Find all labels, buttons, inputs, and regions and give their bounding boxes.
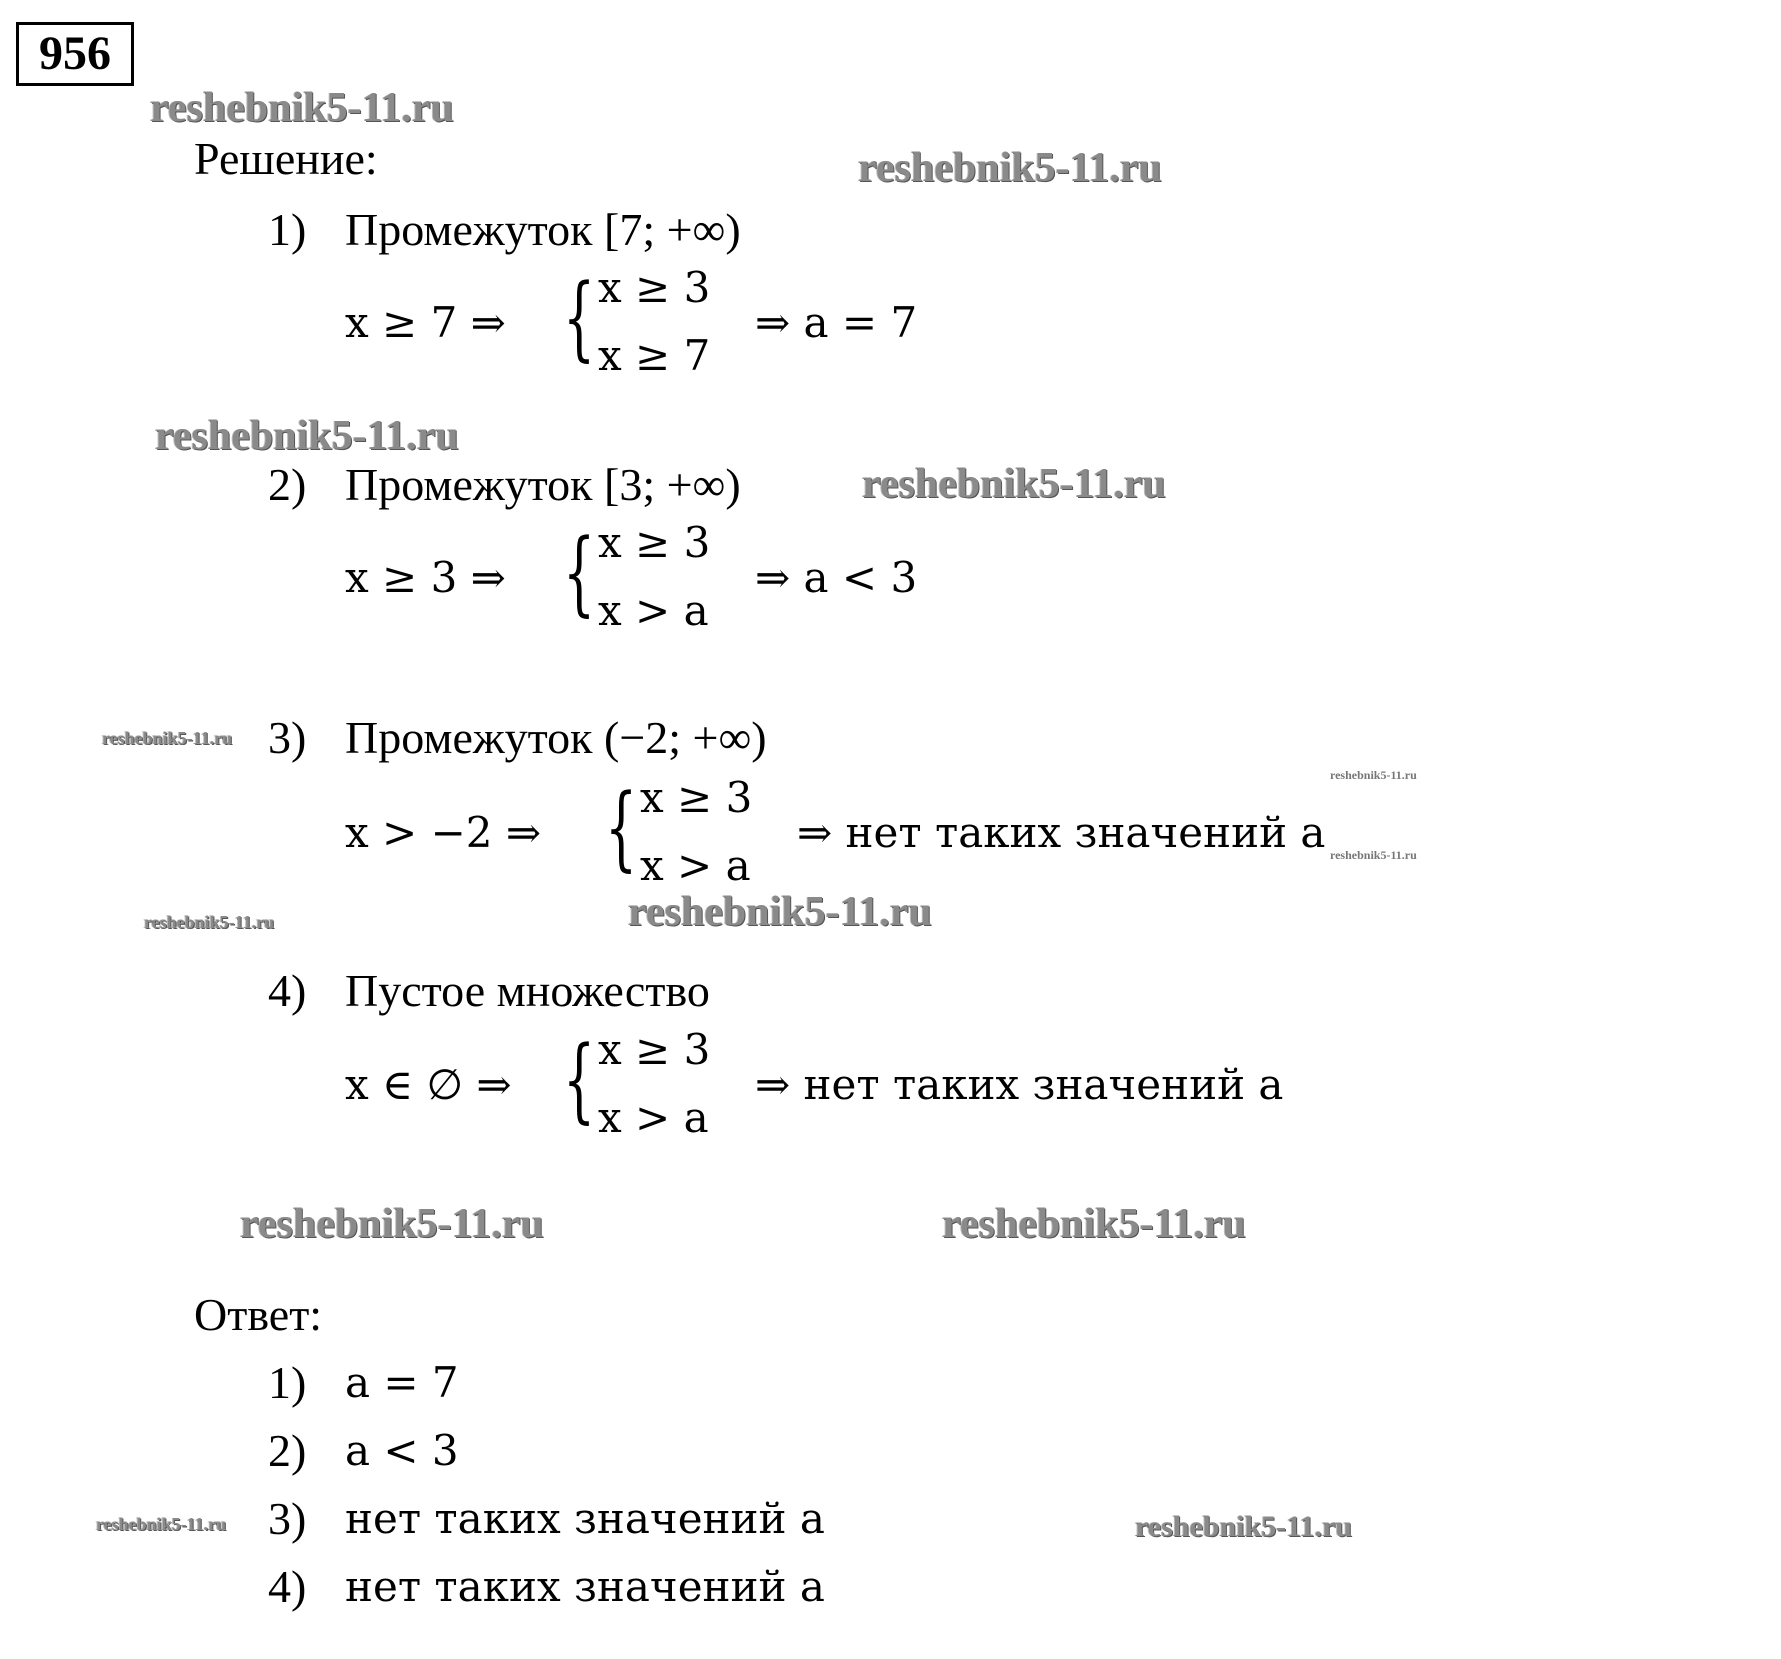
step-lhs: x ≥ 7 ⇒: [345, 298, 506, 347]
answer-item: нет таких значений a: [345, 1494, 825, 1543]
answer-item: нет таких значений a: [345, 1562, 825, 1611]
system-brace: {: [563, 519, 596, 626]
system-line-1: x ≥ 3: [640, 773, 753, 822]
system-brace: {: [563, 264, 596, 371]
watermark: reshebnik5-11.ru: [628, 889, 932, 935]
system-brace: {: [563, 1026, 596, 1133]
watermark: reshebnik5-11.ru: [1135, 1510, 1352, 1543]
system-line-2: x > a: [598, 586, 709, 635]
watermark: reshebnik5-11.ru: [155, 413, 459, 459]
watermark: reshebnik5-11.ru: [1330, 848, 1417, 862]
watermark: reshebnik5-11.ru: [858, 145, 1162, 191]
solution-heading: Решение:: [194, 133, 378, 184]
system-line-2: x > a: [640, 841, 751, 890]
step-number: 2): [268, 459, 307, 510]
system-line-2: x ≥ 7: [598, 331, 711, 380]
step-title: Промежуток (−2; +∞): [345, 712, 767, 763]
step-rhs: ⇒ a < 3: [755, 553, 918, 602]
step-title: Промежуток [7; +∞): [345, 204, 741, 255]
watermark: reshebnik5-11.ru: [1330, 768, 1417, 782]
step-number: 1): [268, 204, 307, 255]
watermark: reshebnik5-11.ru: [96, 1514, 227, 1534]
watermark: reshebnik5-11.ru: [144, 912, 275, 932]
step-title: Промежуток [3; +∞): [345, 459, 741, 510]
system-line-1: x ≥ 3: [598, 518, 711, 567]
step-number: 4): [268, 965, 307, 1016]
answer-number: 2): [268, 1425, 307, 1476]
watermark: reshebnik5-11.ru: [942, 1201, 1246, 1247]
step-lhs: x > −2 ⇒: [345, 808, 542, 857]
step-rhs: ⇒ a = 7: [755, 298, 918, 347]
step-number: 3): [268, 712, 307, 763]
step-lhs: x ≥ 3 ⇒: [345, 553, 506, 602]
step-lhs: x ∈ ∅ ⇒: [345, 1060, 512, 1109]
answer-heading: Ответ:: [194, 1289, 323, 1340]
answer-number: 4): [268, 1561, 307, 1612]
answer-item: a = 7: [345, 1358, 459, 1407]
watermark: reshebnik5-11.ru: [150, 85, 454, 131]
step-rhs: ⇒ нет таких значений a: [755, 1060, 1284, 1109]
system-line-1: x ≥ 3: [598, 263, 711, 312]
step-title: Пустое множество: [345, 965, 710, 1016]
system-line-2: x > a: [598, 1093, 709, 1142]
problem-number: 956: [16, 22, 134, 86]
answer-item: a < 3: [345, 1426, 459, 1475]
watermark: reshebnik5-11.ru: [862, 461, 1166, 507]
answer-number: 3): [268, 1493, 307, 1544]
answer-number: 1): [268, 1357, 307, 1408]
step-rhs: ⇒ нет таких значений a: [797, 808, 1326, 857]
system-brace: {: [605, 774, 638, 881]
watermark: reshebnik5-11.ru: [240, 1201, 544, 1247]
watermark: reshebnik5-11.ru: [102, 728, 233, 748]
system-line-1: x ≥ 3: [598, 1025, 711, 1074]
